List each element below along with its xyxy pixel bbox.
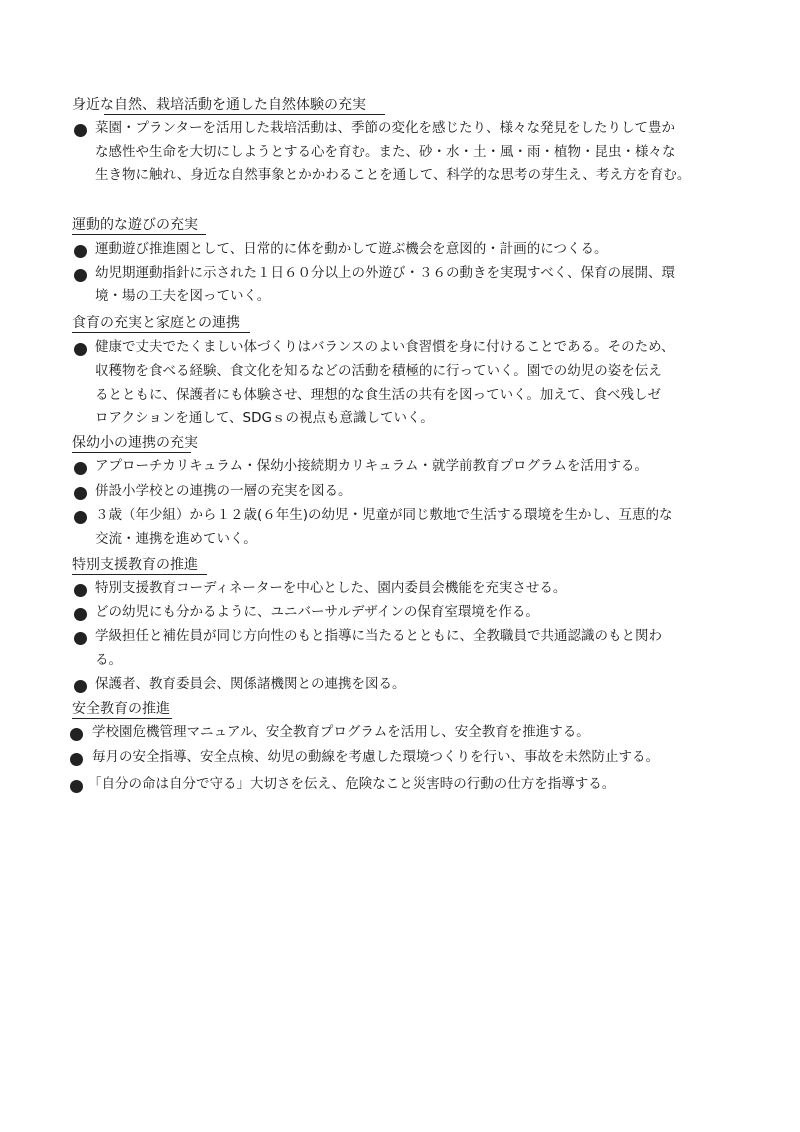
list-item-line: 菜園・プランターを活用した栽培活動は、季節の変化を感じたり、様々な発見をしたりして豊か: [95, 120, 675, 136]
list-item-line: 学校園危機管理マニュアル、安全教育プログラムを活用し、安全教育を推進する。: [92, 724, 590, 740]
list-item-line: 特別支援教育コーディネーターを中心とした、園内委員会機能を充実させる。: [95, 580, 567, 596]
list-item-line: 「自分の命は自分で守る」大切さを伝え、危険なこと災害時の行動の仕方を指導する。: [88, 776, 616, 792]
list-item-line: 境・場の工夫を図っていく。: [95, 288, 271, 304]
list-item-line: 学級担任と補佐員が同じ方向性のもと指導に当たるとともに、全教職員で共通認識のもと関わ: [95, 628, 662, 644]
bullet-icon: [74, 680, 87, 693]
section-heading: 食育の充実と家庭との連携: [72, 315, 240, 331]
list-item-line: ロアクションを通して、SDGｓの視点も意識していく。: [95, 410, 434, 426]
list-item-line: 収穫物を食べる経験、食文化を知るなどの活動を積極的に行っていく。園での幼児の姿を伝え: [95, 363, 662, 379]
section-heading: 運動的な遊びの充実: [72, 217, 198, 233]
list-item-line: 保護者、教育委員会、関係諸機関との連携を図る。: [95, 676, 406, 692]
heading-underline: [72, 234, 206, 235]
list-item-line: ３歳（年少組）から１２歳(６年生)の幼児・児童が同じ敷地で生活する環境を生かし、互恵的な: [95, 507, 673, 523]
heading-underline: [72, 718, 172, 719]
bullet-icon: [74, 632, 87, 645]
section-heading: 特別支援教育の推進: [72, 557, 198, 573]
bullet-icon: [74, 511, 87, 524]
heading-underline: [72, 332, 250, 333]
list-item-line: 健康で丈夫でたくましい体づくりはバランスのよい食習慣を身に付けることである。そのため、: [95, 339, 675, 355]
heading-underline: [72, 574, 207, 575]
bullet-icon: [74, 584, 87, 597]
list-item-line: アプローチカリキュラム・保幼小接続期カリキュラム・就学前教育プログラムを活用する。: [95, 458, 648, 474]
bullet-icon: [74, 487, 87, 500]
list-item-line: な感性や生命を大切にしようとする心を育む。また、砂・水・土・風・雨・植物・昆虫・様々な: [95, 144, 676, 160]
list-item-line: 幼児期運動指針に示された１日６０分以上の外遊び・３６の動きを実現すべく、保育の展開、環: [95, 265, 675, 281]
bullet-icon: [74, 343, 87, 356]
list-item-line: 併設小学校との連携の一層の充実を図る。: [95, 483, 352, 499]
bullet-icon: [70, 780, 83, 793]
list-item-line: る。: [95, 652, 122, 668]
bullet-icon: [70, 753, 83, 766]
list-item-line: 生き物に触れ、身近な自然事象とかかわることを通して、科学的な思考の芽生え、考え方を育む。: [95, 167, 691, 183]
bullet-icon: [74, 245, 87, 258]
list-item-line: 運動遊び推進園として、日常的に体を動かして遊ぶ機会を意図的・計画的につくる。: [95, 241, 608, 257]
bullet-icon: [74, 462, 87, 475]
list-item-line: どの幼児にも分かるように、ユニバーサルデザインの保育室環境を作る。: [95, 604, 539, 620]
list-item-line: 毎月の安全指導、安全点検、幼児の動線を考慮した環境つくりを行い、事故を未然防止する。: [92, 749, 659, 765]
heading-underline: [104, 114, 385, 115]
list-item-line: るとともに、保護者にも体験させ、理想的な食生活の共有を図っていく。加えて、食べ残しゼ: [95, 387, 662, 403]
bullet-icon: [74, 269, 87, 282]
section-heading: 保幼小の連携の充実: [72, 435, 198, 451]
list-item-line: 交流・連携を進めていく。: [95, 531, 257, 547]
section-heading: 身近な自然、栽培活動を通した自然体験の充実: [72, 97, 366, 113]
bullet-icon: [74, 124, 87, 137]
bullet-icon: [70, 728, 83, 741]
heading-underline: [72, 452, 191, 453]
section-heading: 安全教育の推進: [72, 701, 170, 717]
bullet-icon: [74, 608, 87, 621]
